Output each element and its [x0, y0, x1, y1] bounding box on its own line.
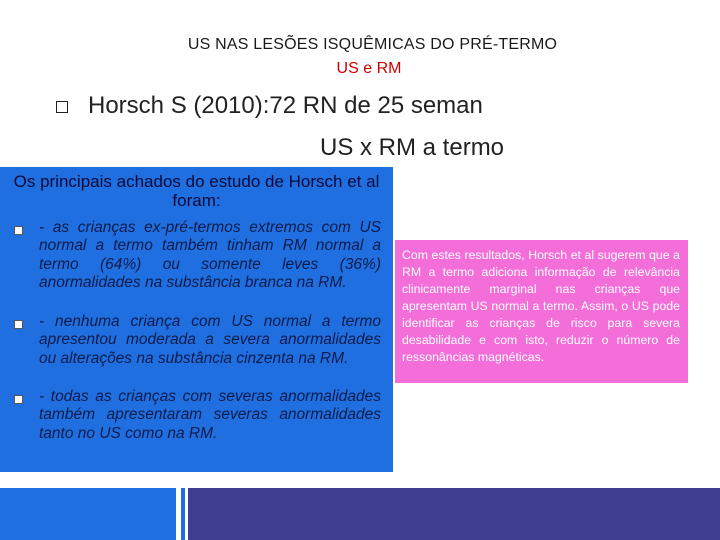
finding-item-3: - todas as crianças com severas anormalidades também apresentaram severas anormalidades tanto no US como na RM. [39, 388, 381, 442]
bullet-square-icon [56, 101, 68, 113]
findings-heading: Os principais achados do estudo de Horsch et al foram: [13, 172, 380, 210]
slide-title: US NAS LESÕES ISQUÊMICAS DO PRÉ-TERMO [187, 36, 558, 53]
finding-item-1: - as crianças ex-pré-termos extremos com US normal a termo também tinham RM normal a termo (64%) ou somente leves (36%) anormalidades na substância branca na RM. [39, 219, 381, 291]
bullet-square-icon [14, 395, 23, 404]
study-reference-line: Horsch S (2010):72 RN de 25 seman [88, 92, 483, 119]
bullet-square-icon [14, 320, 23, 329]
comparison-line: US x RM a termo [320, 134, 505, 161]
finding-item-2: - nenhuma criança com US normal a termo apresentou moderada a severa anormalidades ou alterações na substância cinzenta na RM. [39, 313, 381, 367]
conclusion-text: Com estes resultados, Horsch et al sugerem que a RM a termo adiciona informação de relevância clinicamente marginal nas crianças que apresentam US normal a termo. Assim, o US pode identificar as crianças de risco para severa desabilidade e com isto, reduzir o número de ressonâncias magnéticas. [402, 248, 680, 364]
bullet-square-icon [14, 226, 23, 235]
footer-strip-right [188, 488, 720, 540]
footer-strip-divider [181, 488, 185, 540]
footer-strip-left [0, 488, 176, 540]
slide-subtitle: US e RM [336, 60, 402, 77]
